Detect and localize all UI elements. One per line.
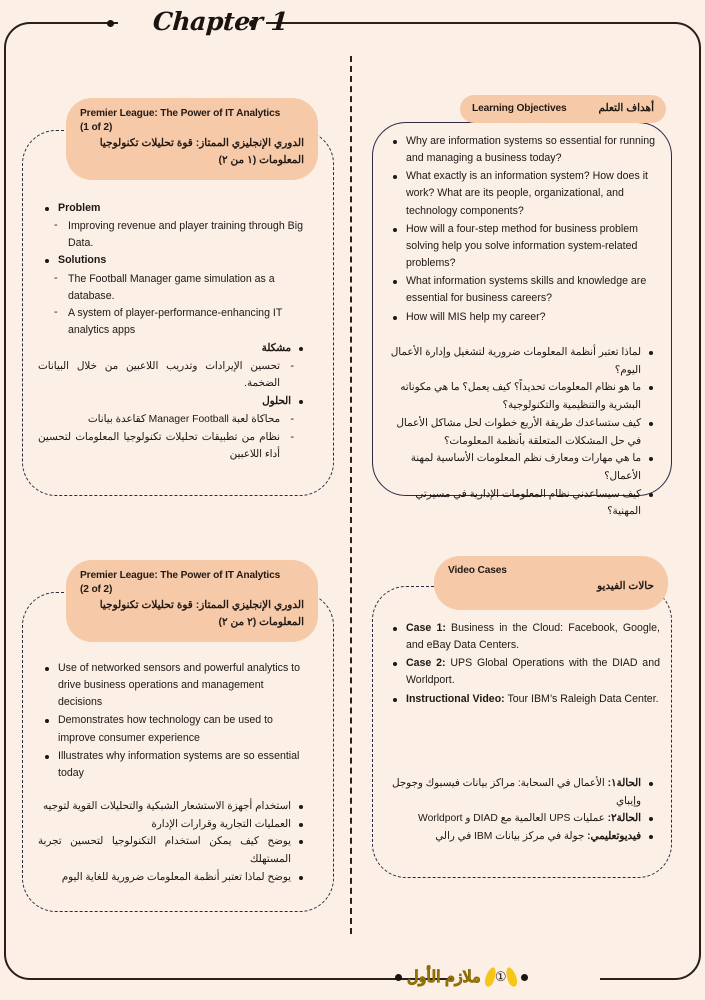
lo-item-en-3: What information systems skills and knowledge are essential for business careers? xyxy=(386,273,658,307)
vc-item-en-2 xyxy=(386,691,660,708)
pl2-item-en-1: Demonstrates how technology can be used to improve consumer experience xyxy=(38,712,310,746)
vc-head-ar: حالات الفيديو xyxy=(597,580,654,593)
vc-item-ar-2 xyxy=(386,828,660,846)
lo-item-en-0: Why are information systems so essential for running and managing a business today? xyxy=(386,133,658,167)
lo-item-en-2: How will a four-step method for business problem solving help you solve information system-related problems? xyxy=(386,221,658,272)
pl1-problem-item-ar-0: - تحسين الإيرادات وتدريب اللاعبين من خلال البيانات الضخمة. xyxy=(38,358,310,393)
pl1-solutions-item-ar-1: - نظام من تطبيقات تحليلات تكنولوجيا المعلومات لتحسين أداء اللاعبين xyxy=(38,429,310,464)
pl1-problem-label-ar: مشكلة xyxy=(38,340,310,358)
pl2-item-en-0: Use of networked sensors and powerful analytics to drive business operations and management decisions xyxy=(38,660,310,711)
lo-item-ar-3: ما هي مهارات ومعارف نظم المعلومات الأساسية لمهنة الأعمال؟ xyxy=(386,450,660,485)
lo-item-ar-4: كيف سيساعدني نظام المعلومات الإدارية في مسيرتي المهنية؟ xyxy=(386,486,660,521)
pl2-head-ar-line2: المعلومات (٢ من ٢) xyxy=(218,615,304,628)
pl2-item-ar-2: يوضح كيف يمكن استخدام التكنولوجيا لتحسين تجربة المستهلك xyxy=(38,833,310,868)
pl2-body-ar xyxy=(38,798,310,887)
pl2-item-ar-3: يوضح لماذا تعتبر أنظمة المعلومات ضرورية للغاية اليوم xyxy=(38,869,310,887)
footer-dot-right xyxy=(521,974,528,981)
lo-item-ar-0: لماذا تعتبر أنظمة المعلومات ضرورية لتشغيل وإدارة الأعمال اليوم؟ xyxy=(386,344,660,379)
pl2-item-en-2: Illustrates why information systems are so essential today xyxy=(38,748,310,782)
pl2-item-ar-0: استخدام أجهزة الاستشعار الشبكية والتحليلات القوية لتوجيه xyxy=(38,798,310,816)
footer-dot-left xyxy=(395,974,402,981)
vc-item-ar-1-text: عمليات UPS العالمية مع DIAD و Worldport xyxy=(418,813,608,825)
vc-item-en-1-label: Case 2: xyxy=(406,657,446,670)
vc-item-ar-2-label: فيديوتعليمي: xyxy=(587,831,641,843)
pl2-item-ar-1: العمليات التجارية وقرارات الإدارة xyxy=(38,816,310,834)
vc-body-en xyxy=(386,620,660,709)
pl1-body-ar xyxy=(38,340,310,464)
lo-body-en xyxy=(386,133,658,327)
pl1-solutions-item-0: - The Football Manager game simulation as a database. xyxy=(38,271,310,305)
lo-item-en-4: How will MIS help my career? xyxy=(386,309,658,326)
lo-body-ar xyxy=(386,344,660,521)
lo-item-ar-1: ما هو نظام المعلومات تحديداً؟ كيف يعمل؟ ما هي مكوناته البشرية والتنظيمية والتكنولوجية؟ xyxy=(386,379,660,414)
pl2-body-en xyxy=(38,660,310,783)
lo-item-ar-2: كيف ستساعدك طريقة الأربع خطوات لحل مشاكل الأعمال في حل المشكلات المتعلقة بأنظمة المعلومات؟ xyxy=(386,415,660,450)
pl1-solutions-item-1: - A system of player-performance-enhancing IT analytics apps xyxy=(38,305,310,339)
lo-head-ar: أهداف التعلم xyxy=(598,102,654,114)
vc-item-en-0-text: Business in the Cloud: Facebook, Google, and eBay Data Centers. xyxy=(406,622,660,652)
vc-item-en-1-text: UPS Global Operations with the DIAD and Worldport. xyxy=(406,657,660,687)
pl1-solutions-label-ar: الحلول xyxy=(38,393,310,411)
pl1-solutions-label: Solutions xyxy=(38,252,310,269)
pl1-body-en xyxy=(38,200,310,339)
vc-item-en-0-label: Case 1: xyxy=(406,622,446,634)
vc-item-ar-0-text: الأعمال في السحابة: مراكز بيانات فيسبوك وجوجل وإيباي xyxy=(391,778,641,807)
vc-item-ar-0-label: الحالة١: xyxy=(607,778,641,789)
vc-item-ar-1-label: الحالة٢: xyxy=(607,813,641,825)
card-premier-league-2-header xyxy=(66,560,318,642)
vc-body-ar xyxy=(386,775,660,846)
pl1-head-ar-line2: المعلومات (١ من ٢) xyxy=(218,153,304,166)
wreath-badge-number: ① xyxy=(494,969,507,984)
card-video-cases-header xyxy=(434,556,668,610)
card-premier-league-1-header xyxy=(66,98,318,180)
lo-head-en: Learning Objectives xyxy=(472,102,567,114)
pl2-head-en-line2: (2 of 2) xyxy=(80,584,113,596)
vc-item-en-2-text: Tour IBM’s Raleigh Data Center. xyxy=(504,692,659,705)
pl2-head-en-line1: Premier League: The Power of IT Analytics xyxy=(80,570,281,581)
page-title xyxy=(110,2,330,40)
vc-head-en: Video Cases xyxy=(448,565,507,576)
card-learning-objectives-header xyxy=(460,95,666,123)
vc-item-en-1 xyxy=(386,655,660,689)
center-divider xyxy=(350,56,352,934)
footer-logo-text: ملازم الأول xyxy=(407,969,481,986)
vc-item-ar-2-text: جولة في مركز بيانات IBM في رالي xyxy=(435,831,588,843)
footer-logo xyxy=(395,962,655,992)
vc-item-ar-0 xyxy=(386,775,660,810)
pl2-head-ar-line1: الدوري الإنجليزي الممتاز: قوة تحليلات تكنولوجيا xyxy=(99,599,304,612)
pl1-problem-label: Problem xyxy=(38,200,310,217)
vc-item-en-0 xyxy=(386,620,660,654)
pl1-problem-item-0: - Improving revenue and player training through Big Data. xyxy=(38,218,310,252)
vc-item-en-2-label: Instructional Video: xyxy=(406,692,505,705)
chapter-title-text: Chapter 1 xyxy=(151,6,289,36)
lo-item-en-1: What exactly is an information system? How does it work? What are its people, organizational, and technology components? xyxy=(386,168,658,219)
pl1-solutions-item-ar-0: - محاكاة لعبة Manager Football كقاعدة بيانات xyxy=(38,411,310,429)
wreath-badge-icon xyxy=(486,965,516,989)
pl1-head-en-line2: (1 of 2) xyxy=(80,122,113,134)
pl1-head-ar-line1: الدوري الإنجليزي الممتاز: قوة تحليلات تكنولوجيا xyxy=(99,137,304,150)
pl1-head-en-line1: Premier League: The Power of IT Analytics xyxy=(80,108,281,119)
vc-item-ar-1 xyxy=(386,810,660,828)
